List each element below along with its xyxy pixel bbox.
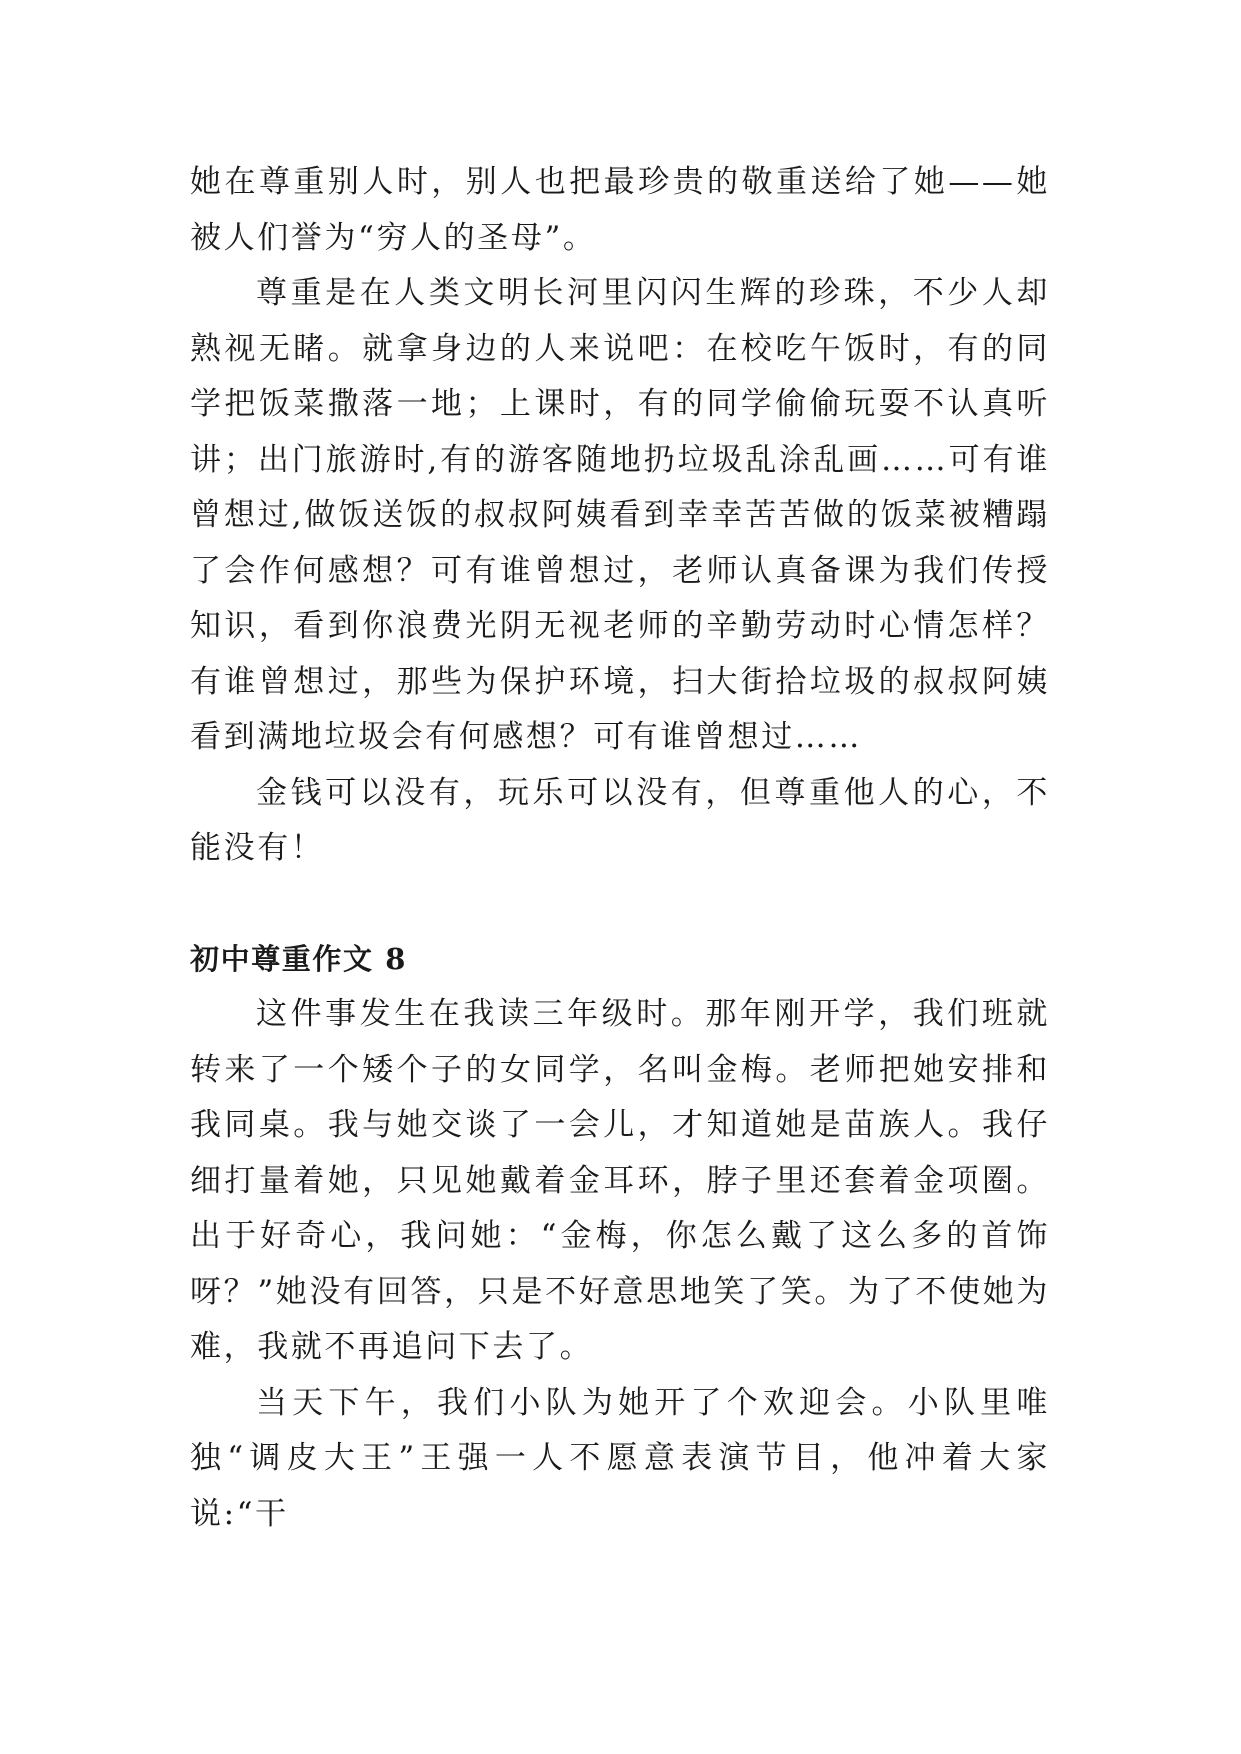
paragraph-4: 这件事发生在我读三年级时。那年刚开学，我们班就转来了一个矮个子的女同学，名叫金梅。老师把她安排和我同桌。我与她交谈了一会儿，才知道她是苗族人。我仔细打量着她，只见她戴着金耳环，脖子里还套着金项圈。出于好奇心，我问她：“金梅，你怎么戴了这么多的首饰呀？”她没有回答，只是不好意思地笑了笑。为了不使她为难，我就不再追问下去了。 (190, 996, 1050, 1365)
document-page (190, 155, 1050, 1542)
section-title: 初中尊重作文 8 (190, 941, 408, 976)
paragraph-2: 尊重是在人类文明长河里闪闪生辉的珍珠，不少人却熟视无睹。就拿身边的人来说吧：在校吃午饭时，有的同学把饭菜撒落一地；上课时，有的同学偷偷玩耍不认真听讲；出门旅游时,有的游客随地扔垃圾乱涂乱画……可有谁曾想过,做饭送饭的叔叔阿姨看到幸幸苦苦做的饭菜被糟蹋了会作何感想？可有谁曾想过，老师认真备课为我们传授知识，看到你浪费光阴无视老师的辛勤劳动时心情怎样？有谁曾想过，那些为保护环境，扫大街拾垃圾的叔叔阿姨看到满地垃圾会有何感想？可有谁曾想过…… (190, 275, 1050, 755)
paragraph-5: 当天下午，我们小队为她开了个欢迎会。小队里唯独“调皮大王”王强一人不愿意表演节目，他冲着大家说:“干 (190, 1384, 1050, 1532)
paragraph-1: 她在尊重别人时，别人也把最珍贵的敬重送给了她——她被人们誉为“穷人的圣母”。 (190, 164, 1050, 256)
paragraph-3: 金钱可以没有，玩乐可以没有，但尊重他人的心，不能没有！ (190, 774, 1050, 866)
